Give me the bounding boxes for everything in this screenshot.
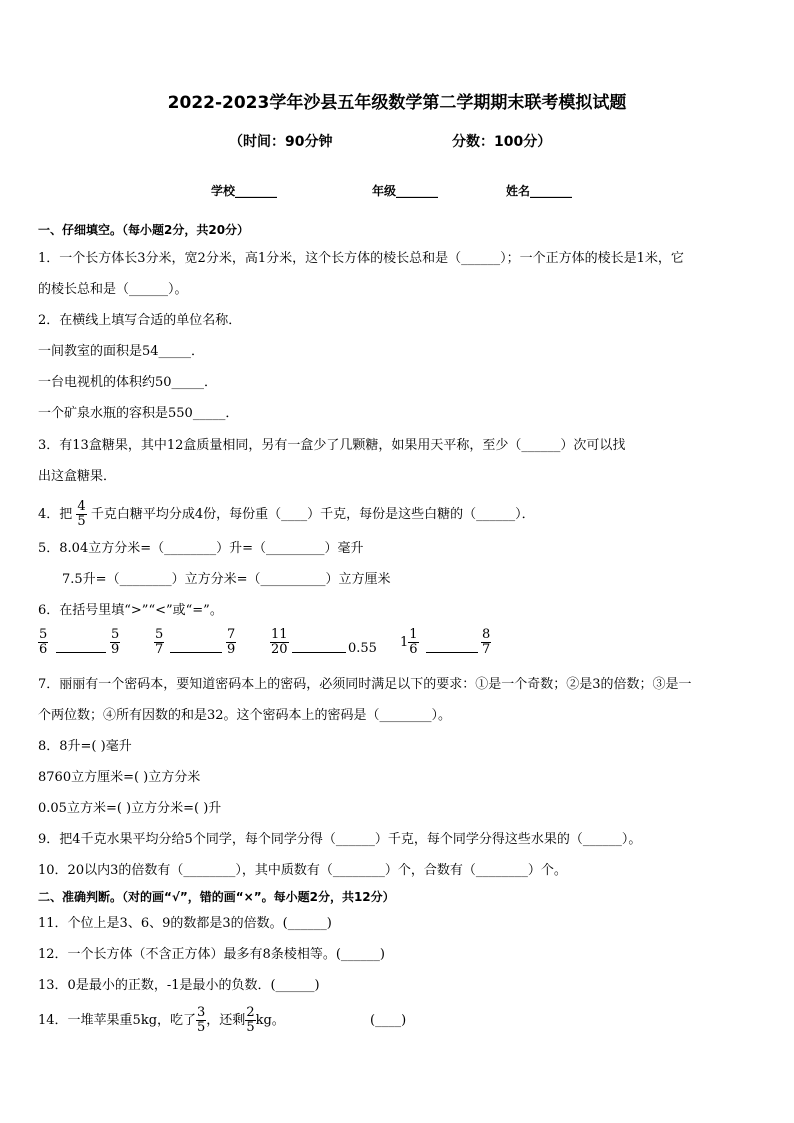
answer-blank[interactable]	[56, 652, 106, 653]
fraction-numerator: 5	[39, 627, 48, 642]
question-3-line-2: 出这盒糖果．	[38, 469, 117, 484]
name-field: 姓名_______	[506, 184, 573, 198]
fraction-numerator: 3	[197, 1005, 206, 1020]
question-1-line-2: 的棱长总和是（______）。	[38, 282, 188, 297]
question-2-b: 一台电视机的体积约50_____．	[38, 375, 218, 390]
question-14	[38, 1004, 285, 1038]
question-14-middle: ，还剩	[206, 1013, 246, 1028]
fraction-denominator: 5	[77, 514, 86, 529]
exam-score: 分数：100分）	[452, 134, 552, 150]
question-1-line-1: 1．一个长方体长3分米，宽2分米，高1分米，这个长方体的棱长总和是（______）；一个正方体的棱长是1米，它	[38, 251, 684, 266]
answer-blank[interactable]	[426, 652, 478, 653]
section-heading-2: 二、准确判断。（对的画“√”，错的画“×”。每小题2分，共12分）	[38, 890, 395, 904]
question-6: 6．在括号里填“>”“<”或“=”。	[38, 603, 223, 618]
fraction-denominator: 6	[409, 642, 418, 657]
q6-fraction-a	[38, 628, 48, 657]
q6-fraction-c	[154, 628, 164, 657]
fraction-denominator: 5	[197, 1020, 206, 1035]
question-5-line-1: 5．8.04立方分米=（________）升=（_________）毫升	[38, 541, 364, 556]
question-9: 9．把4千克水果平均分给5个同学，每个同学分得（______）千克，每个同学分得这些水果的（______）。	[38, 832, 642, 847]
q6-value-e: 0.55	[348, 641, 377, 656]
grade-field: 年级_______	[372, 184, 439, 198]
page-title: 2022-2023学年沙县五年级数学第二学期期末联考模拟试题	[167, 93, 627, 113]
question-13: 13．0是最小的正数，-1是最小的负数．(______)	[38, 978, 320, 993]
question-2: 2．在横线上填写合适的单位名称．	[38, 313, 242, 328]
q6-fraction-d	[226, 628, 236, 657]
question-4	[38, 498, 535, 532]
question-4-fraction	[76, 500, 86, 529]
question-14-prefix: 14．一堆苹果重5kg，吃了	[38, 1013, 197, 1028]
q6-fraction-e	[270, 628, 289, 657]
question-8-b: 8760立方厘米=( )立方分米	[38, 770, 201, 785]
question-14-answer[interactable]: (____)	[370, 1013, 407, 1028]
fraction-numerator: 5	[111, 627, 120, 642]
question-14-fraction-1	[196, 1006, 206, 1035]
question-7-line-1: 7．丽丽有一个密码本，要知道密码本上的密码，必须同时满足以下的要求：①是一个奇数；②是3的倍数；③是一	[38, 677, 692, 692]
whole-part: 1	[400, 635, 409, 650]
fraction-denominator: 9	[111, 642, 120, 657]
fraction-numerator: 2	[246, 1005, 255, 1020]
question-5-line-2: 7.5升=（________）立方分米=（__________）立方厘米	[62, 572, 391, 587]
fraction-denominator: 7	[482, 642, 491, 657]
question-10: 10．20以内3的倍数有（________），其中质数有（________）个，合数有（________）个。	[38, 863, 567, 878]
q6-fraction-g	[481, 628, 491, 657]
question-2-a: 一间教室的面积是54_____．	[38, 344, 205, 359]
fraction-numerator: 8	[482, 627, 491, 642]
exam-time: （时间：90分钟	[229, 134, 333, 150]
fraction-numerator: 11	[271, 627, 288, 642]
question-14-fraction-2	[245, 1006, 255, 1035]
question-2-c: 一个矿泉水瓶的容积是550_____．	[38, 406, 239, 421]
fraction-denominator: 9	[227, 642, 236, 657]
school-field: 学校_______	[211, 184, 278, 198]
fraction-numerator: 7	[227, 627, 236, 642]
fraction-denominator: 5	[246, 1020, 255, 1035]
question-3-line-1: 3．有13盒糖果，其中12盒质量相同，另有一盒少了几颗糖，如果用天平称，至少（______）次可以找	[38, 438, 626, 453]
fraction-denominator: 6	[39, 642, 48, 657]
q6-fraction-b	[110, 628, 120, 657]
fraction-numerator: 1	[409, 627, 418, 642]
answer-blank[interactable]	[292, 652, 346, 653]
question-8-c: 0.05立方米=( )立方分米=( )升	[38, 801, 222, 816]
question-4-prefix: 4．把	[38, 507, 73, 522]
question-4-suffix: 千克白糖平均分成4份，每份重（____）千克，每份是这些白糖的（______）．	[90, 507, 535, 522]
question-8-a: 8．8升=( )毫升	[38, 739, 132, 754]
section-heading-1: 一、仔细填空。（每小题2分，共20分）	[38, 223, 250, 237]
question-7-line-2: 个两位数；④所有因数的和是32。这个密码本上的密码是（________）。	[38, 708, 452, 723]
fraction-denominator: 7	[155, 642, 164, 657]
fraction-denominator: 20	[271, 642, 288, 657]
q6-mixed-number-f	[400, 628, 419, 657]
fraction-numerator: 4	[77, 499, 86, 514]
answer-blank[interactable]	[170, 652, 222, 653]
question-14-suffix: kg。	[255, 1013, 285, 1028]
fraction-numerator: 5	[155, 627, 164, 642]
question-11: 11．个位上是3、6、9的数都是3的倍数。(______)	[38, 916, 332, 931]
question-12: 12．一个长方体（不含正方体）最多有8条棱相等。(______)	[38, 947, 385, 962]
